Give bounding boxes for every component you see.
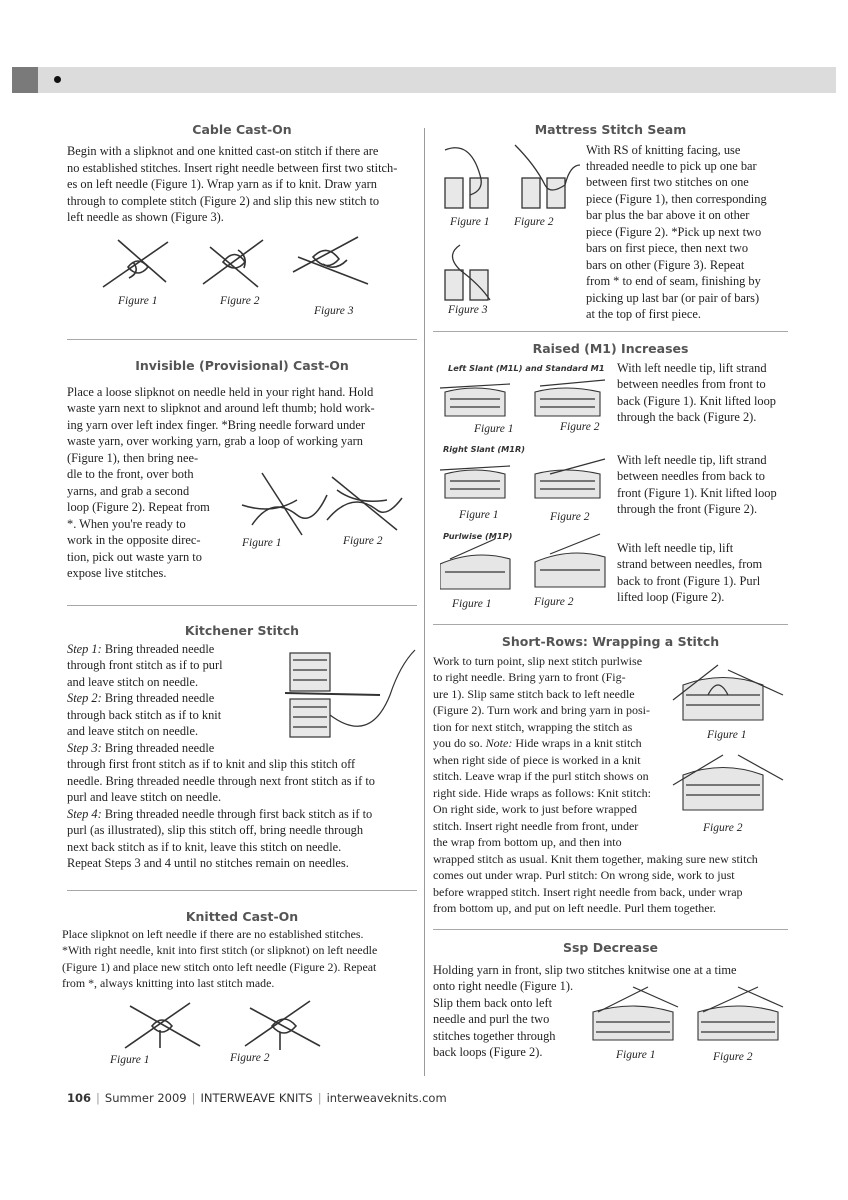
raised-c-line-1: With left needle tip, lift	[617, 541, 734, 555]
knitted-line-3: (Figure 1) and place new stitch onto left needle (Figure 2). Repeat	[62, 960, 377, 974]
invisible-line-7: yarns, and grab a second	[67, 484, 190, 498]
kitchener-line: and leave stitch on needle.	[67, 724, 199, 738]
invisible-line-12: expose live stitches.	[67, 566, 167, 580]
divider	[67, 605, 417, 606]
invisible-cast-on-illustration	[232, 465, 412, 540]
shortrows-line-9: right side. Hide wraps as follows: Knit stitch:	[433, 786, 651, 800]
raised-b-line-4: through the front (Figure 2).	[617, 502, 758, 516]
mattress-line-2: threaded needle to pick up one bar	[586, 159, 757, 173]
raised-a-line-3: back (Figure 1). Knit lifted loop	[617, 394, 776, 408]
text: Hide wraps in a knit stitch	[512, 736, 642, 750]
invisible-fig2-caption: Figure 2	[343, 535, 383, 547]
step-text: Bring threaded needle	[101, 691, 215, 705]
shortrows-line-7: when right side of piece is worked in a knit	[433, 753, 641, 767]
shortrows-line-3: ure 1). Slip same stitch back to left needle	[433, 687, 635, 701]
kitchener-title: Kitchener Stitch	[184, 623, 300, 638]
raised-a-line-1: With left needle tip, lift strand	[617, 361, 767, 375]
invisible-line-3: ing yarn over left index finger. *Bring needle forward under	[67, 418, 365, 432]
shortrows-title: Short-Rows: Wrapping a Stitch	[501, 634, 720, 649]
knitted-cast-on-illustration	[120, 998, 350, 1053]
shortrows-line-16: from bottom up, and put on left needle. Purl them together.	[433, 901, 716, 915]
cable-line-5: left needle as shown (Figure 3).	[67, 210, 224, 224]
knitted-fig1-caption: Figure 1	[110, 1054, 150, 1066]
raised-c-line-3: back to front (Figure 1). Purl	[617, 574, 761, 588]
mattress-line-7: bars on first piece, then next two	[586, 241, 749, 255]
mattress-fig3-caption: Figure 3	[448, 304, 488, 316]
shortrows-line-15: before wrapped stitch. Insert right needle from back, under wrap	[433, 885, 743, 899]
cable-fig2-caption: Figure 2	[220, 295, 260, 307]
ssp-illustration	[588, 982, 788, 1047]
ssp-line-2: onto right needle (Figure 1).	[433, 979, 574, 993]
shortrows-line-12: the wrap from bottom up, and then into	[433, 835, 622, 849]
divider	[433, 929, 788, 930]
kitchener-line: needle. Bring threaded needle through next front stitch as if to	[67, 774, 375, 788]
knitted-title: Knitted Cast-On	[185, 909, 299, 924]
kitchener-line: through first front stitch as if to knit and slip this stitch off	[67, 757, 356, 771]
shortrows-line-14: comes out under wrap. Purl stitch: On wrong side, work to just	[433, 868, 735, 882]
issue: Summer 2009	[104, 1091, 187, 1105]
column-divider	[424, 128, 425, 1076]
raised-c-line-4: lifted loop (Figure 2).	[617, 590, 725, 604]
text: you do so.	[433, 736, 486, 750]
ssp-title: Ssp Decrease	[562, 940, 658, 955]
bullet-icon	[54, 76, 61, 83]
ssp-line-5: stitches together through	[433, 1029, 556, 1043]
header-bar	[12, 67, 836, 93]
kitchener-step2	[67, 690, 214, 707]
shortrows-line-6	[433, 735, 642, 752]
page-footer: 106 | Summer 2009 | INTERWEAVE KNITS | interweaveknits.com	[67, 1091, 447, 1105]
cable-fig1-caption: Figure 1	[118, 295, 158, 307]
mattress-line-11: at the top of first piece.	[586, 307, 701, 321]
knitted-line-2: *With right needle, knit into first stitch (or slipknot) on left needle	[62, 943, 378, 957]
step-text: Bring threaded needle through first back stitch as if to	[101, 807, 373, 821]
magazine-name: INTERWEAVE KNITS	[200, 1091, 313, 1105]
kitchener-illustration	[285, 645, 420, 745]
shortrows-fig2-caption: Figure 2	[703, 822, 743, 834]
shortrows-line-13: wrapped stitch as usual. Knit them together, making sure new stitch	[433, 852, 758, 866]
mattress-line-3: between first two stitches on one	[586, 175, 749, 189]
invisible-line-8: loop (Figure 2). Repeat from	[67, 500, 210, 514]
kitchener-step4	[67, 806, 372, 823]
invisible-line-5: (Figure 1), then bring nee-	[67, 451, 199, 465]
mattress-fig2-caption: Figure 2	[514, 216, 554, 228]
raised-sub-m1p: Purlwise (M1P)	[443, 531, 513, 541]
cable-line-1: Begin with a slipknot and one knitted cast-on stitch if there are	[67, 144, 379, 158]
shortrows-line-4: (Figure 2). Turn work and bring yarn in posi-	[433, 703, 650, 717]
raised-a-fig2: Figure 2	[560, 421, 600, 433]
ssp-fig1-caption: Figure 1	[616, 1049, 656, 1061]
mattress-line-6: piece (Figure 2). *Pick up next two	[586, 225, 762, 239]
mattress-title: Mattress Stitch Seam	[534, 122, 687, 137]
kitchener-line: next back stitch as if to knit, leave this stitch on needle.	[67, 840, 342, 854]
ssp-line-6: back loops (Figure 2).	[433, 1045, 543, 1059]
mattress-line-5: bar plus the bar above it on other	[586, 208, 750, 222]
raised-sub-m1r: Right Slant (M1R)	[443, 444, 526, 454]
raised-b-line-3: front (Figure 1). Knit lifted loop	[617, 486, 777, 500]
raised-c-fig1: Figure 1	[452, 598, 492, 610]
header-block	[12, 67, 38, 93]
invisible-line-1: Place a loose slipknot on needle held in your right hand. Hold	[67, 385, 374, 399]
shortrows-line-10: On right side, work to just before wrapped	[433, 802, 637, 816]
mattress-line-8: bars on other (Figure 3). Repeat	[586, 258, 745, 272]
shortrows-line-5: tion for next stitch, wrapping the stitch as	[433, 720, 633, 734]
raised-a-line-4: through the back (Figure 2).	[617, 410, 757, 424]
ssp-line-3: Slip them back onto left	[433, 996, 553, 1010]
invisible-line-11: tion, pick out waste yarn to	[67, 550, 202, 564]
invisible-fig1-caption: Figure 1	[242, 537, 282, 549]
raised-c-fig2: Figure 2	[534, 596, 574, 608]
knitted-line-1: Place slipknot on left needle if there are no established stitches.	[62, 927, 364, 941]
step-text: Bring threaded needle	[101, 741, 215, 755]
step-label: Step 3:	[67, 741, 102, 755]
invisible-line-10: work in the opposite direc-	[67, 533, 201, 547]
knitted-fig2-caption: Figure 2	[230, 1052, 270, 1064]
raised-b-fig1: Figure 1	[459, 509, 499, 521]
raised-a-fig1: Figure 1	[474, 423, 514, 435]
kitchener-line: through back stitch as if to knit	[67, 708, 222, 722]
mattress-line-10: picking up last bar (or pair of bars)	[586, 291, 760, 305]
shortrows-line-2: to right needle. Bring yarn to front (Fig-	[433, 670, 626, 684]
cable-line-4: through to complete stitch (Figure 2) and slip this new stitch to	[67, 194, 380, 208]
shortrows-line-8: stitch. Leave wrap if the purl stitch shows on	[433, 769, 649, 783]
divider	[67, 890, 417, 891]
step-text: Bring threaded needle	[101, 642, 215, 656]
invisible-line-2: waste yarn next to slipknot and around left thumb; hold work-	[67, 401, 375, 415]
raised-c-line-2: strand between needles, from	[617, 557, 763, 571]
invisible-line-6: dle to the front, over both	[67, 467, 194, 481]
ssp-fig2-caption: Figure 2	[713, 1051, 753, 1063]
step-label: Step 1:	[67, 642, 102, 656]
page-number: 106	[67, 1091, 92, 1105]
raised-b-line-1: With left needle tip, lift strand	[617, 453, 767, 467]
website: interweaveknits.com	[326, 1091, 447, 1105]
cable-fig3-caption: Figure 3	[314, 305, 354, 317]
mattress-line-4: piece (Figure 1), then corresponding	[586, 192, 767, 206]
raised-increases-illustration	[440, 374, 612, 604]
kitchener-line: purl (as illustrated), slip this stitch off, bring needle through	[67, 823, 364, 837]
mattress-line-9: from * to end of seam, finishing by	[586, 274, 761, 288]
mattress-line-1: With RS of knitting facing, use	[586, 143, 741, 157]
knitted-line-4: from *, always knitting into last stitch made.	[62, 976, 275, 990]
kitchener-line: through front stitch as if to purl	[67, 658, 223, 672]
cable-cast-on-illustration	[98, 232, 388, 302]
cable-line-2: no established stitches. Insert right needle between first two stitch-	[67, 161, 398, 175]
ssp-line-1: Holding yarn in front, slip two stitches knitwise one at a time	[433, 963, 737, 977]
kitchener-line: purl and leave stitch on needle.	[67, 790, 222, 804]
step-label: Step 2:	[67, 691, 102, 705]
invisible-line-9: *. When you're ready to	[67, 517, 186, 531]
raised-title: Raised (M1) Increases	[532, 341, 689, 356]
invisible-title: Invisible (Provisional) Cast-On	[135, 358, 349, 373]
invisible-line-4: waste yarn, over working yarn, grab a loop of working yarn	[67, 434, 363, 448]
note-label: Note:	[485, 736, 513, 750]
cable-title: Cable Cast-On	[192, 122, 292, 137]
kitchener-line: and leave stitch on needle.	[67, 675, 199, 689]
ssp-line-4: needle and purl the two	[433, 1012, 550, 1026]
shortrows-line-11: stitch. Insert right needle from front, under	[433, 819, 639, 833]
raised-b-line-2: between needles from back to	[617, 469, 765, 483]
divider	[433, 331, 788, 332]
kitchener-line: Repeat Steps 3 and 4 until no stitches remain on needles.	[67, 856, 349, 870]
divider	[433, 624, 788, 625]
kitchener-step1	[67, 641, 214, 658]
raised-sub-m1l: Left Slant (M1L) and Standard M1	[448, 363, 605, 373]
raised-b-fig2: Figure 2	[550, 511, 590, 523]
divider	[67, 339, 417, 340]
step-label: Step 4:	[67, 807, 102, 821]
kitchener-step3	[67, 740, 214, 757]
shortrows-fig1-caption: Figure 1	[707, 729, 747, 741]
mattress-fig1-caption: Figure 1	[450, 216, 490, 228]
shortrows-line-1: Work to turn point, slip next stitch purlwise	[433, 654, 643, 668]
cable-line-3: es on left needle (Figure 1). Wrap yarn as if to knit. Draw yarn	[67, 177, 377, 191]
short-rows-illustration	[668, 655, 788, 830]
raised-a-line-2: between needles from front to	[617, 377, 766, 391]
